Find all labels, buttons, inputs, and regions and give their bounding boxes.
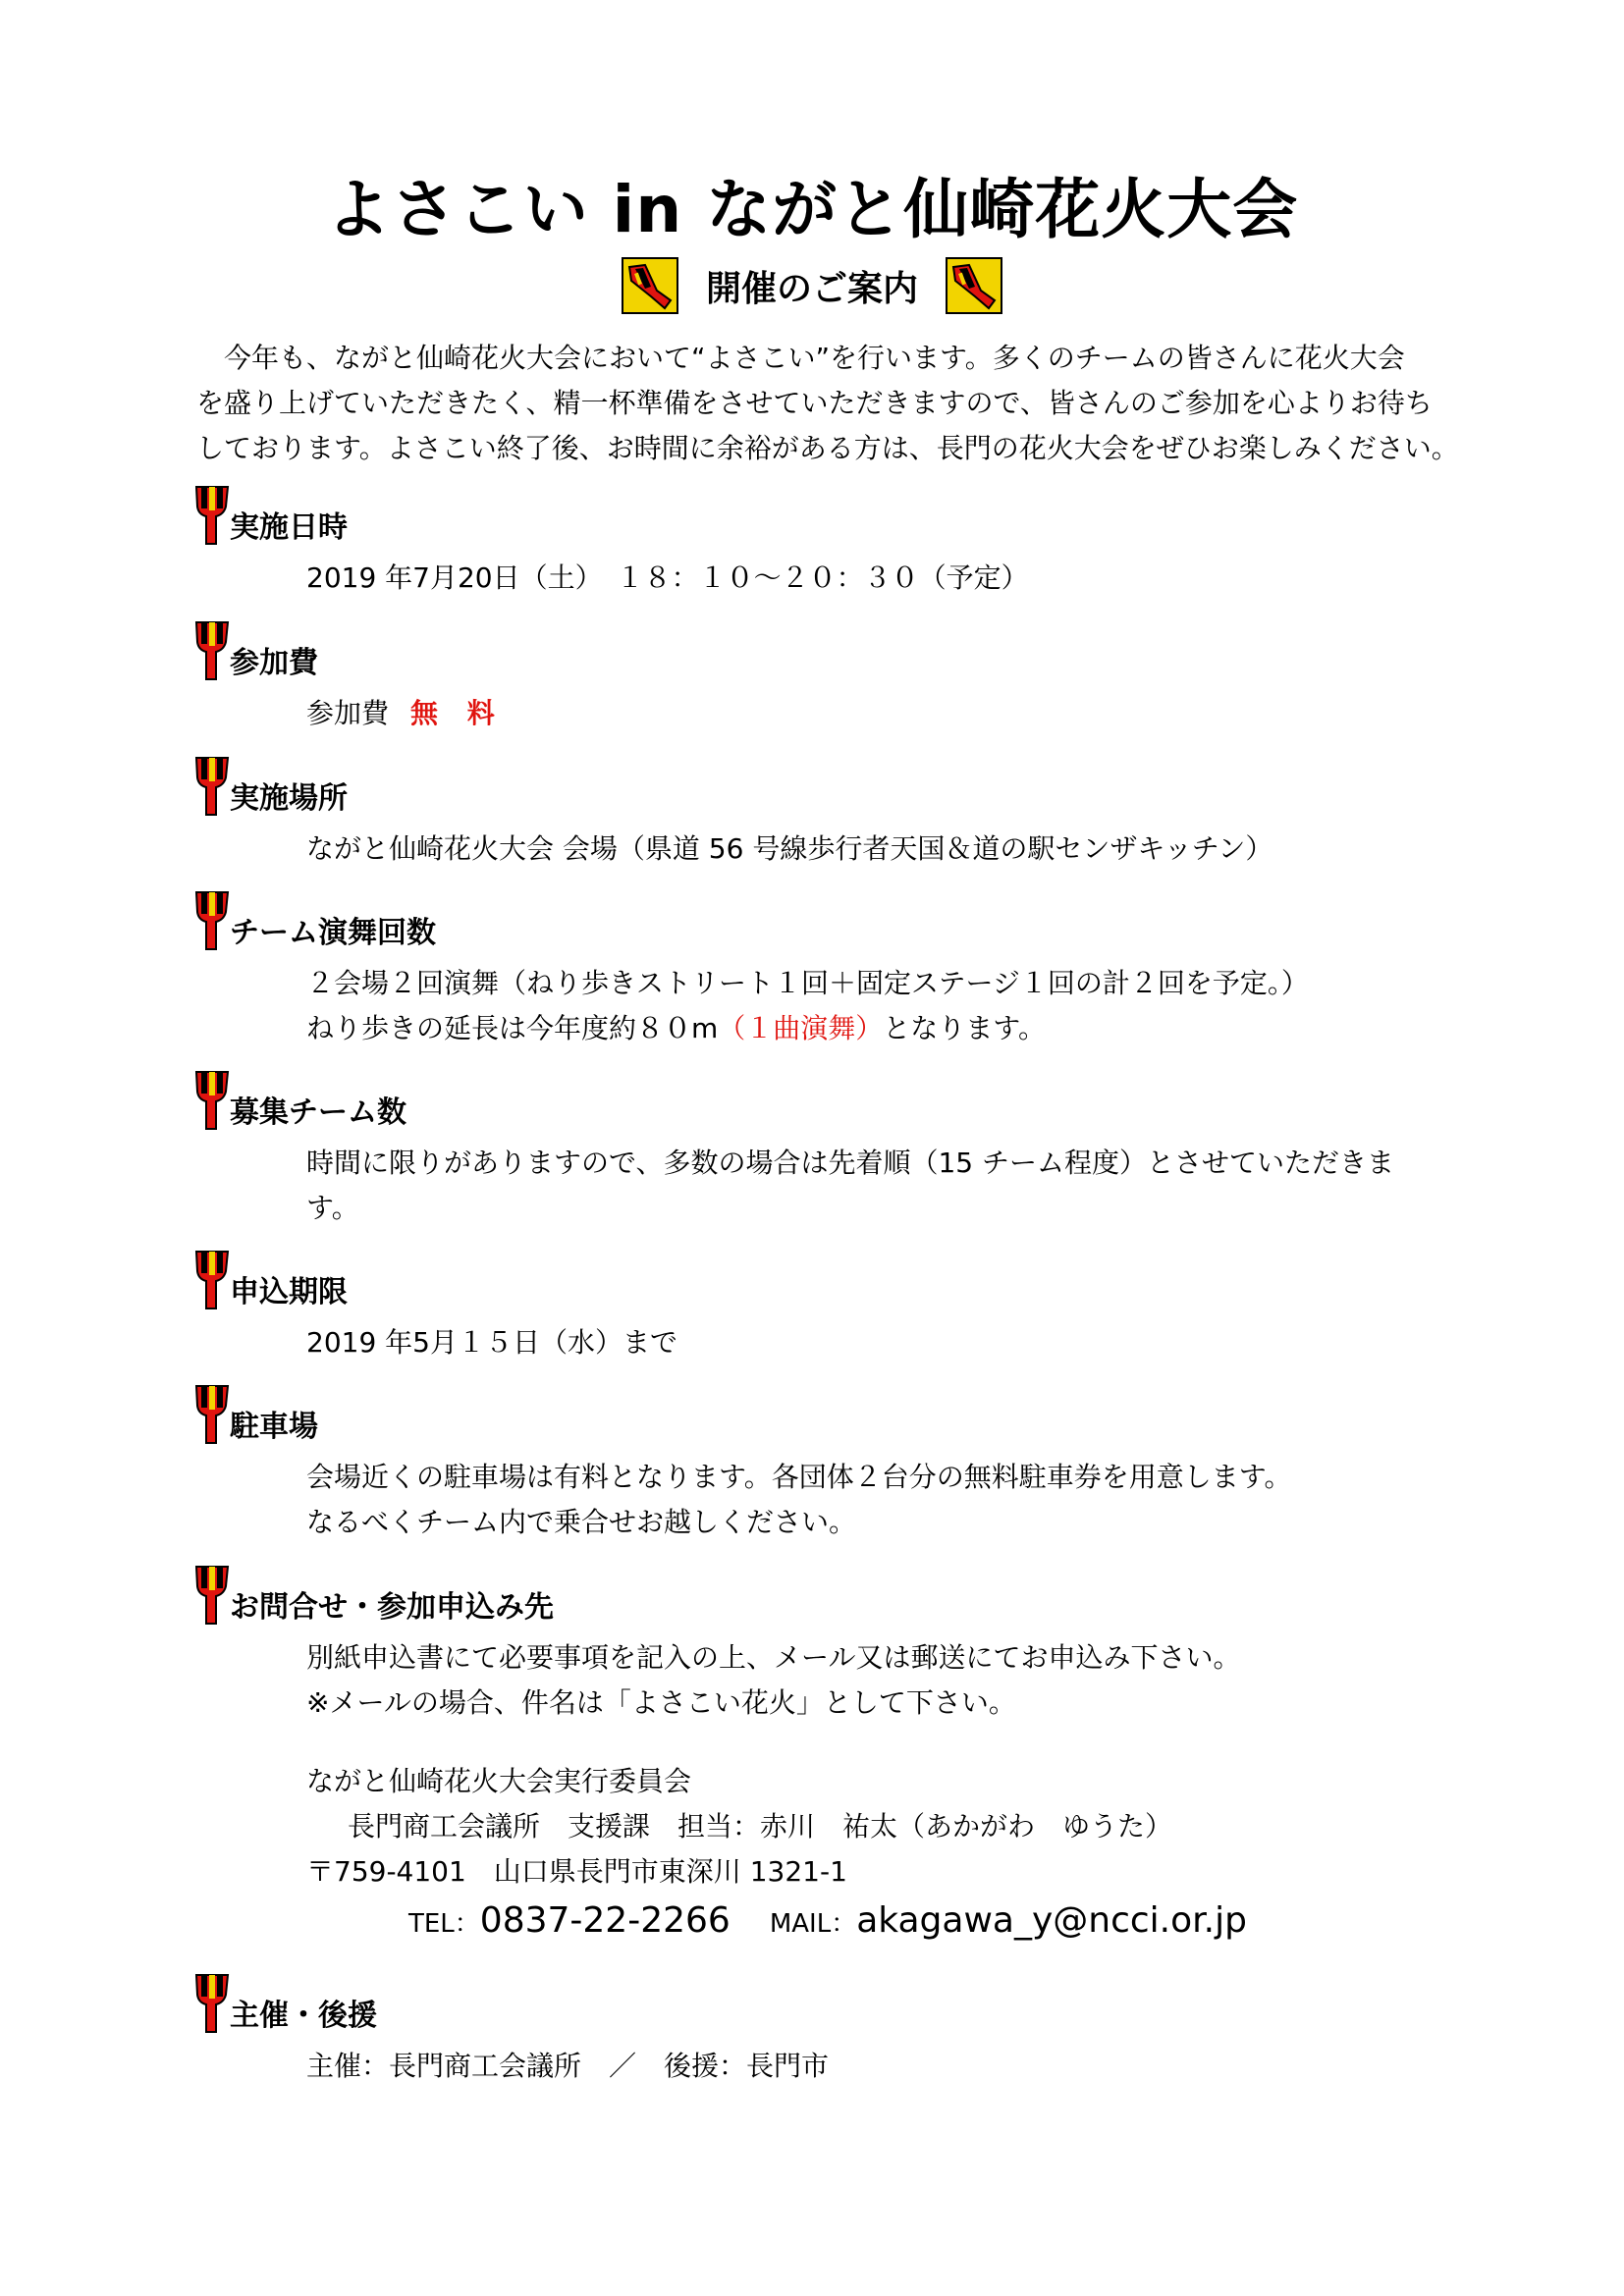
contact-line: 別紙申込書にて必要事項を記入の上、メール又は郵送にてお申込み下さい。 [306, 1641, 1241, 1674]
performances-line: となります。 [883, 1012, 1047, 1044]
section-contact [194, 1565, 1471, 1947]
subtitle-row [0, 257, 1624, 314]
section-title: 募集チーム数 [230, 1095, 406, 1130]
naruko-marker-icon [194, 1250, 230, 1310]
intro-line: しております。よさこい終了後、お時間に余裕がある方は、長門の花火大会をぜひお楽しみください。 [196, 432, 1459, 464]
parking-line: 会場近くの駐車場は有料となります。各団体２台分の無料駐車券を用意します。 [306, 1461, 1292, 1493]
section-deadline [194, 1250, 1471, 1365]
intro-line: を盛り上げていただきたく、精一杯準備をさせていただきますので、皆さんのご参加を心よりお待ち [196, 387, 1433, 419]
section-venue [194, 756, 1471, 872]
performances-line: ねり歩きの延長は今年度約８０m [306, 1012, 719, 1044]
mail-label: MAIL： [769, 1909, 857, 1939]
intro-line: 今年も、ながと仙崎花火大会において“よさこい”を行います。多くのチームの皆さんに花火大会 [224, 342, 1405, 374]
naruko-fan-icon [946, 257, 1002, 314]
naruko-marker-icon [194, 1384, 230, 1445]
section-title: 実施日時 [230, 510, 348, 545]
teams-line: す。 [306, 1192, 359, 1224]
section-sponsors [194, 1973, 1471, 2089]
section-title: 参加費 [230, 646, 318, 680]
date-text: 2019 年7月20日（土） １８：１０～２０：３０（予定） [306, 561, 1029, 594]
teams-line: 時間に限りがありますので、多数の場合は先着順（15 チーム程度）とさせていただきま [306, 1147, 1394, 1179]
naruko-marker-icon [194, 756, 230, 817]
naruko-marker-icon [194, 890, 230, 951]
page-title: よさこい in ながと仙崎花火大会 [325, 172, 1299, 247]
naruko-marker-icon [194, 620, 230, 681]
mail-address[interactable]: akagawa_y@ncci.or.jp [856, 1900, 1247, 1941]
tel-label: TEL： [408, 1909, 480, 1939]
section-teams [194, 1070, 1471, 1231]
section-title: お問合せ・参加申込み先 [230, 1590, 554, 1625]
intro-paragraph [196, 336, 1463, 471]
naruko-marker-icon [194, 485, 230, 546]
sponsors-text: 主催：長門商工会議所 ／ 後援：長門市 [306, 2050, 830, 2082]
contact-person: 長門商工会議所 支援課 担当：赤川 祐太（あかがわ ゆうた） [348, 1810, 1173, 1842]
naruko-fan-icon [622, 257, 678, 314]
deadline-text: 2019 年5月１５日（水）まで [306, 1326, 677, 1359]
naruko-marker-icon [194, 1973, 230, 2034]
performances-highlight: （１曲演舞） [718, 1012, 884, 1044]
section-title: 申込期限 [230, 1275, 348, 1309]
section-title: 主催・後援 [230, 1999, 377, 2033]
section-performances [194, 890, 1471, 1051]
contact-address: 〒759-4101 山口県長門市東深川 1321-1 [306, 1855, 847, 1888]
contact-line: ※メールの場合、件名は「よさこい花火」として下さい。 [306, 1686, 1016, 1719]
contact-details [306, 1898, 1471, 1947]
subtitle: 開催のご案内 [705, 268, 918, 309]
section-date [194, 485, 1471, 601]
section-parking [194, 1384, 1471, 1545]
committee-name: ながと仙崎花火大会実行委員会 [306, 1765, 692, 1797]
parking-line: なるべくチーム内で乗合せお越しください。 [306, 1506, 857, 1538]
section-title: チーム演舞回数 [230, 916, 436, 950]
section-title: 実施場所 [230, 781, 348, 816]
fee-value: 無 料 [410, 697, 505, 729]
section-fee [194, 620, 1471, 736]
naruko-marker-icon [194, 1565, 230, 1626]
fee-label: 参加費 [306, 697, 390, 729]
performances-line: ２会場２回演舞（ねり歩きストリート１回＋固定ステージ１回の計２回を予定。） [306, 967, 1309, 999]
naruko-marker-icon [194, 1070, 230, 1131]
section-title: 駐車場 [230, 1410, 318, 1444]
venue-text: ながと仙崎花火大会 会場（県道 56 号線歩行者天国＆道の駅センザキッチン） [306, 832, 1273, 865]
tel-number[interactable]: 0837-22-2266 [479, 1900, 731, 1941]
